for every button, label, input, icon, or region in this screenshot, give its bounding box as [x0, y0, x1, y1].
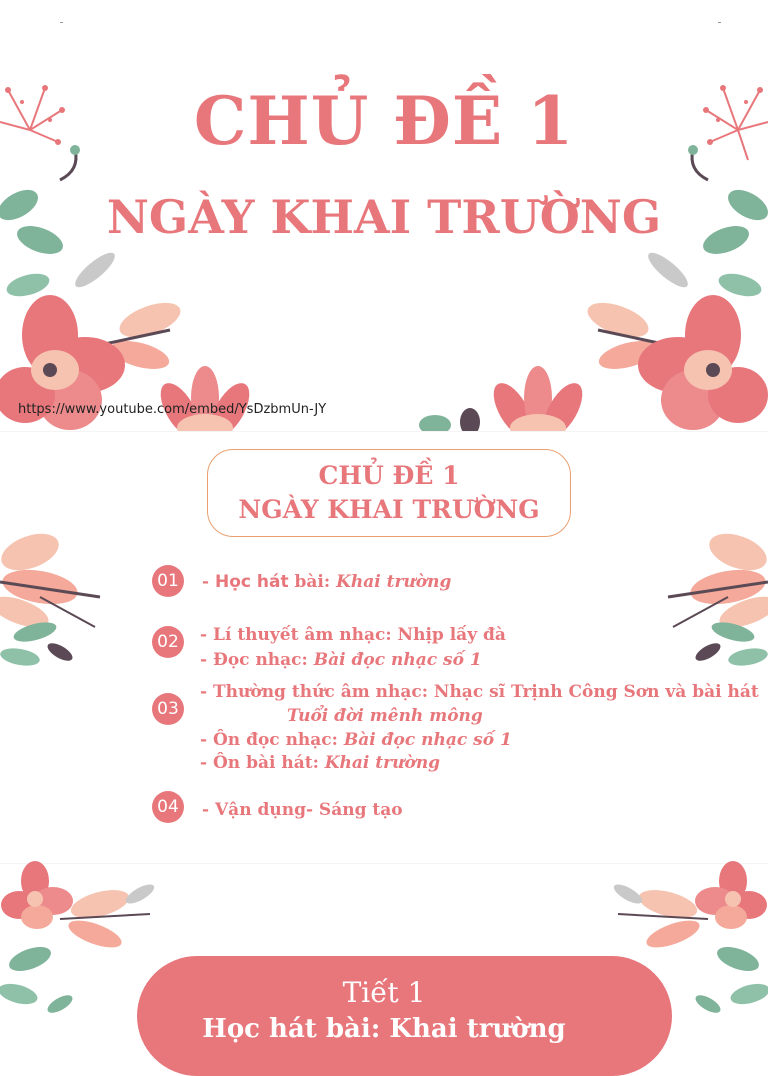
- topic-box-subtitle: NGÀY KHAI TRƯỜNG: [238, 495, 540, 524]
- list-item: - Đọc nhạc: Bài đọc nhạc số 1: [200, 650, 482, 670]
- item-number-badge: 02: [152, 626, 184, 658]
- page-subtitle: NGÀY KHAI TRƯỜNG: [106, 190, 662, 244]
- floral-decoration-left: [0, 527, 120, 677]
- topic-box: [207, 449, 571, 537]
- lesson-title: Tiết 1: [342, 976, 426, 1009]
- floral-decoration-right: [648, 527, 768, 677]
- slide-lesson: [0, 864, 768, 1044]
- list-item: - Ôn đọc nhạc: Bài đọc nhạc số 1: [200, 730, 512, 750]
- list-item: - Lí thuyết âm nhạc: Nhịp lấy đà: [200, 625, 506, 645]
- slide-contents: [0, 432, 768, 864]
- item-number-badge: 01: [152, 565, 184, 597]
- video-link[interactable]: https://www.youtube.com/embed/YsDzbmUn-JY: [18, 402, 327, 417]
- leaf-decoration: [380, 400, 500, 432]
- list-item: - Ôn bài hát: Khai trường: [200, 753, 441, 773]
- page-title: CHỦ ĐỀ 1: [193, 82, 575, 160]
- list-item: - Học hát bài: Khai trường: [202, 572, 452, 592]
- list-item: - Thường thức âm nhạc: Nhạc sĩ Trịnh Công Sơn và bài hát: [200, 682, 759, 702]
- slide-corner-mark: [718, 22, 721, 23]
- list-item: Tuổi đời mênh mông: [287, 706, 483, 726]
- slide-corner-mark: [60, 22, 63, 23]
- item-number-badge: 03: [152, 693, 184, 725]
- topic-box-title: CHỦ ĐỀ 1: [318, 461, 460, 490]
- item-number-badge: 04: [152, 791, 184, 823]
- lesson-subtitle: Học hát bài: Khai trường: [202, 1014, 566, 1044]
- slide-title: [0, 0, 768, 432]
- list-item: - Vận dụng- Sáng tạo: [202, 800, 403, 820]
